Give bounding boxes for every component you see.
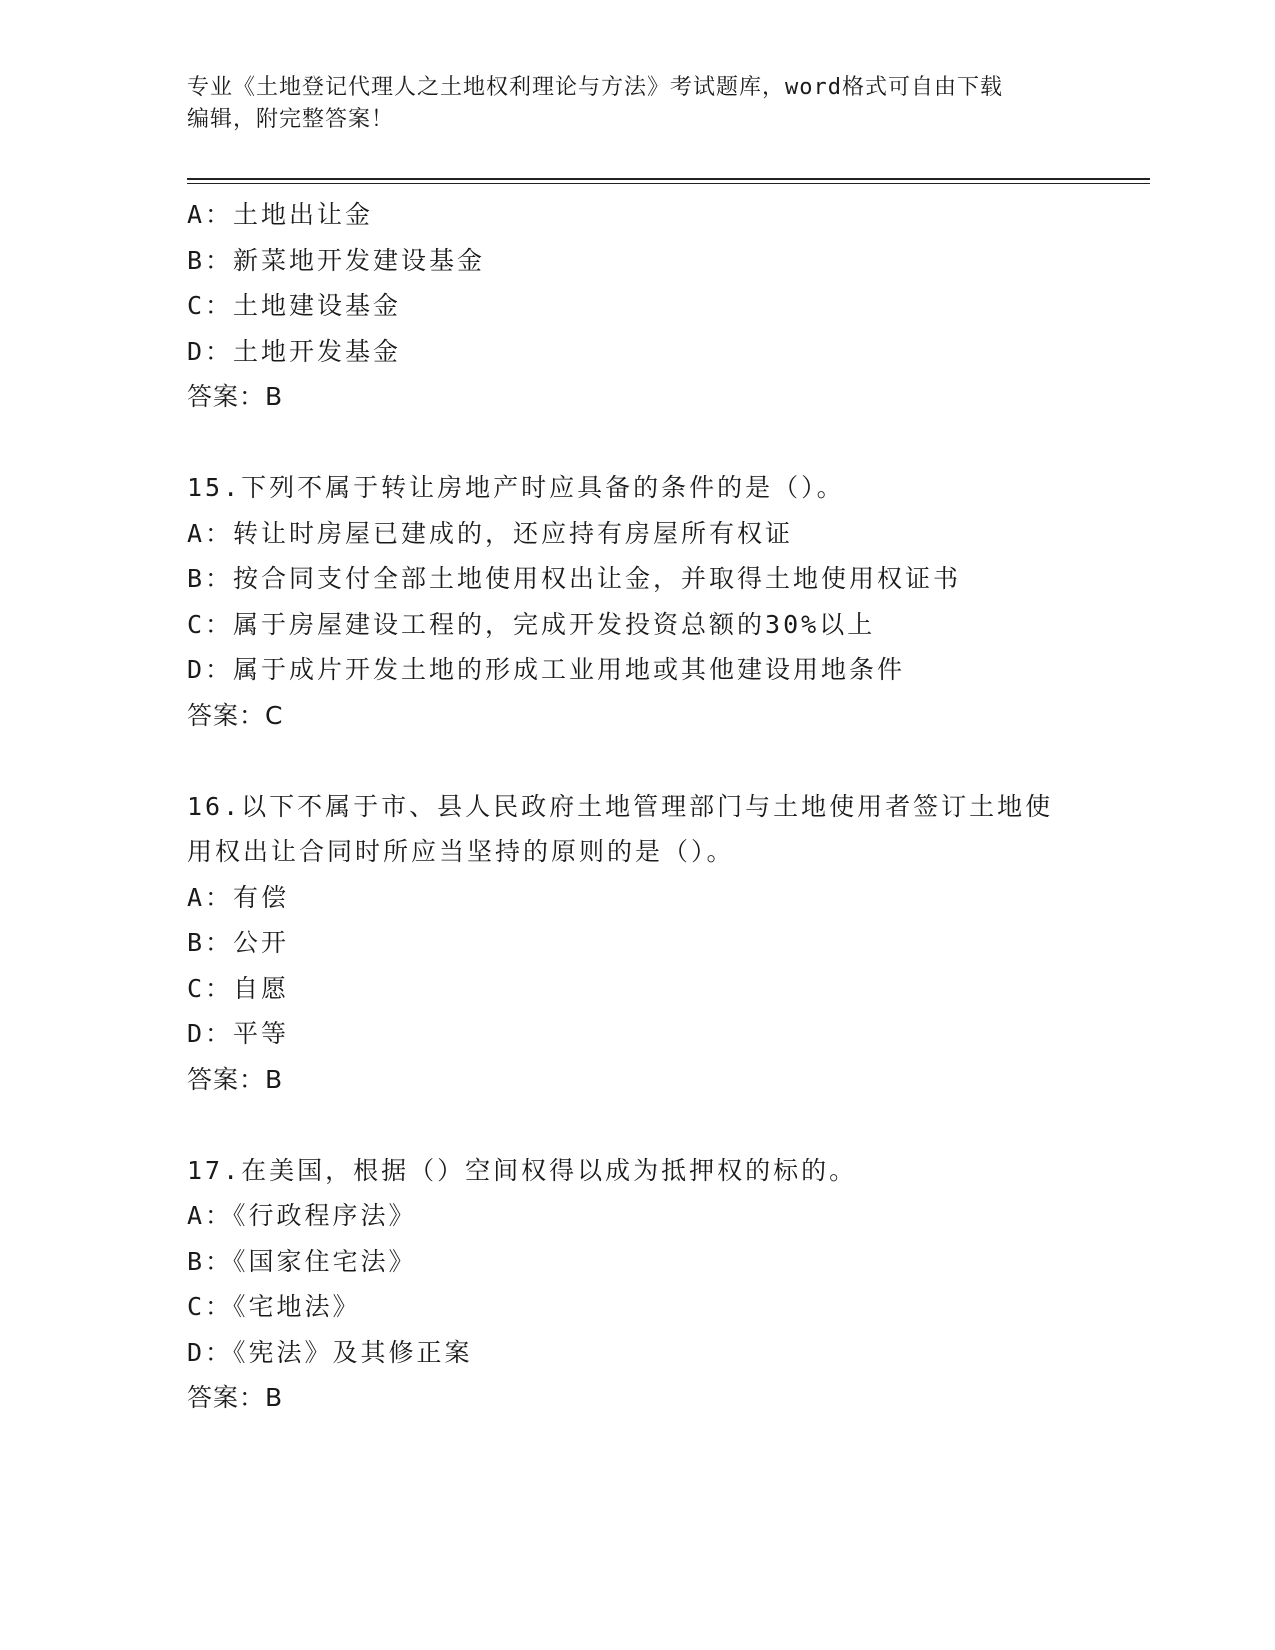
header-line-2: 编辑，附完整答案！ xyxy=(187,107,395,132)
q15-option-a: A：转让时房屋已建成的，还应持有房屋所有权证 xyxy=(187,518,794,548)
header-divider-thick xyxy=(187,178,1150,180)
q15-option-b: B：按合同支付全部土地使用权出让金，并取得土地使用权证书 xyxy=(187,564,962,593)
q17-option-d: D：《宪法》及其修正案 xyxy=(187,1337,473,1367)
question-15-block xyxy=(187,465,1147,738)
q17-option-b: B：《国家住宅法》 xyxy=(187,1246,417,1276)
q17-answer: 答案：B xyxy=(187,1383,284,1412)
spacer xyxy=(187,738,1147,784)
question-14-block xyxy=(187,192,1147,420)
q15-option-d: D：属于成片开发土地的形成工业用地或其他建设用地条件 xyxy=(187,655,906,684)
document-header xyxy=(187,72,1067,136)
q14-option-d: D：土地开发基金 xyxy=(187,336,402,366)
q16-option-b: B：公开 xyxy=(187,928,290,957)
q16-stem-line-1: 16.以下不属于市、县人民政府土地管理部门与土地使用者签订土地使 xyxy=(187,791,1054,821)
q16-stem-line-2: 用权出让合同时所应当坚持的原则的是（）。 xyxy=(187,837,735,866)
q14-option-b: B：新菜地开发建设基金 xyxy=(187,245,486,275)
q16-option-a: A：有偿 xyxy=(187,882,290,912)
header-divider-thin xyxy=(187,183,1150,184)
q14-option-a: A：土地出让金 xyxy=(187,200,374,229)
q15-answer: 答案：C xyxy=(187,700,284,730)
q17-option-c: C：《宅地法》 xyxy=(187,1292,361,1321)
q16-answer: 答案：B xyxy=(187,1064,284,1094)
q17-stem: 17.在美国，根据（）空间权得以成为抵押权的标的。 xyxy=(187,1155,858,1185)
question-16-block xyxy=(187,784,1147,1103)
q17-option-a: A：《行政程序法》 xyxy=(187,1201,417,1230)
q14-answer: 答案：B xyxy=(187,382,284,411)
spacer xyxy=(187,420,1147,466)
question-17-block xyxy=(187,1148,1147,1421)
q16-option-c: C：自愿 xyxy=(187,973,290,1003)
q16-option-d: D：平等 xyxy=(187,1019,290,1048)
q15-stem: 15.下列不属于转让房地产时应具备的条件的是（）。 xyxy=(187,473,845,502)
q14-option-c: C：土地建设基金 xyxy=(187,291,402,320)
header-line-1: 专业《土地登记代理人之土地权利理论与方法》考试题库，word格式可自由下载 xyxy=(187,75,1003,100)
question-list xyxy=(187,192,1147,1421)
q15-option-c: C：属于房屋建设工程的，完成开发投资总额的30%以上 xyxy=(187,609,876,639)
spacer xyxy=(187,1102,1147,1148)
